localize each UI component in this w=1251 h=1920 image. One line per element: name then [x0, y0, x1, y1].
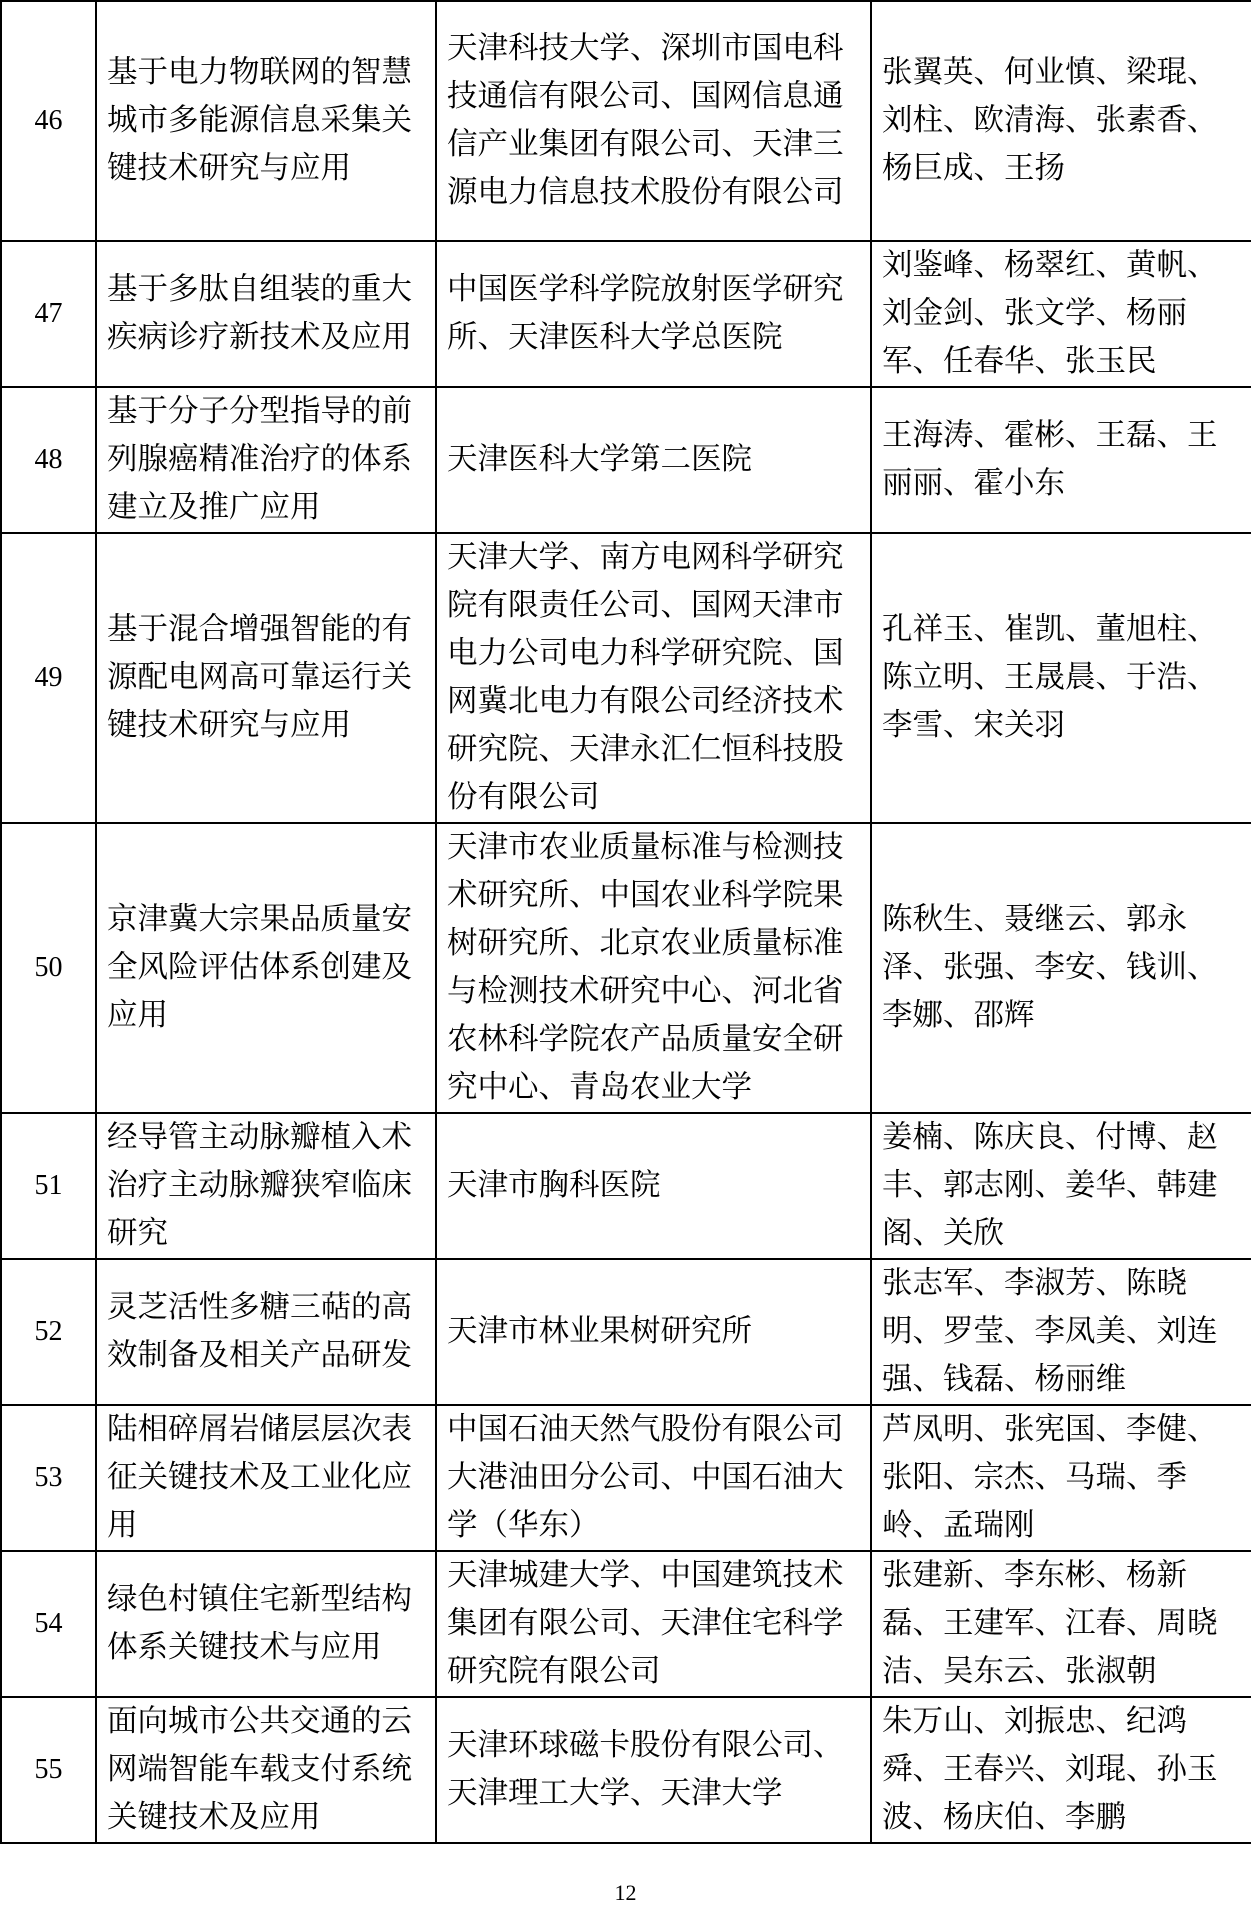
completing-people: 王海涛、霍彬、王磊、王丽丽、霍小东	[871, 387, 1251, 533]
project-name: 基于混合增强智能的有源配电网高可靠运行关键技术研究与应用	[96, 533, 436, 823]
project-name: 京津冀大宗果品质量安全风险评估体系创建及应用	[96, 823, 436, 1113]
completing-people: 陈秋生、聂继云、郭永泽、张强、李安、钱训、李娜、邵辉	[871, 823, 1251, 1113]
project-name: 基于分子分型指导的前列腺癌精准治疗的体系建立及推广应用	[96, 387, 436, 533]
project-name: 经导管主动脉瓣植入术治疗主动脉瓣狭窄临床研究	[96, 1113, 436, 1259]
completing-units: 天津市农业质量标准与检测技术研究所、中国农业科学院果树研究所、北京农业质量标准与检测技术研究中心、河北省农林科学院农产品质量安全研究中心、青岛农业大学	[436, 823, 871, 1113]
completing-people: 姜楠、陈庆良、付博、赵丰、郭志刚、姜华、韩建阁、关欣	[871, 1113, 1251, 1259]
page-number: 12	[614, 1880, 637, 1905]
completing-people: 张建新、李东彬、杨新磊、王建军、江春、周晓洁、吴东云、张淑朝	[871, 1551, 1251, 1697]
completing-units: 中国石油天然气股份有限公司大港油田分公司、中国石油大学（华东）	[436, 1405, 871, 1551]
row-number: 47	[1, 241, 96, 387]
completing-units: 天津市林业果树研究所	[436, 1259, 871, 1405]
row-number: 55	[1, 1697, 96, 1843]
table-row	[1, 533, 1251, 823]
project-name: 灵芝活性多糖三萜的高效制备及相关产品研发	[96, 1259, 436, 1405]
completing-units: 天津环球磁卡股份有限公司、天津理工大学、天津大学	[436, 1697, 871, 1843]
project-name: 陆相碎屑岩储层层次表征关键技术及工业化应用	[96, 1405, 436, 1551]
project-name: 基于电力物联网的智慧城市多能源信息采集关键技术研究与应用	[96, 1, 436, 241]
table-row	[1, 241, 1251, 387]
row-number: 54	[1, 1551, 96, 1697]
row-number: 50	[1, 823, 96, 1113]
completing-units: 天津科技大学、深圳市国电科技通信有限公司、国网信息通信产业集团有限公司、天津三源电力信息技术股份有限公司	[436, 1, 871, 241]
project-name: 基于多肽自组装的重大疾病诊疗新技术及应用	[96, 241, 436, 387]
table-row	[1, 1405, 1251, 1551]
completing-people: 张志军、李淑芳、陈晓明、罗莹、李凤美、刘连强、钱磊、杨丽维	[871, 1259, 1251, 1405]
table-row	[1, 1259, 1251, 1405]
row-number: 48	[1, 387, 96, 533]
row-number: 49	[1, 533, 96, 823]
table-row	[1, 1697, 1251, 1843]
project-name: 绿色村镇住宅新型结构体系关键技术与应用	[96, 1551, 436, 1697]
table-row	[1, 1113, 1251, 1259]
completing-units: 天津大学、南方电网科学研究院有限责任公司、国网天津市电力公司电力科学研究院、国网冀北电力有限公司经济技术研究院、天津永汇仁恒科技股份有限公司	[436, 533, 871, 823]
completing-units: 天津城建大学、中国建筑技术集团有限公司、天津住宅科学研究院有限公司	[436, 1551, 871, 1697]
table-row	[1, 1, 1251, 241]
project-name: 面向城市公共交通的云网端智能车载支付系统关键技术及应用	[96, 1697, 436, 1843]
table-row	[1, 1551, 1251, 1697]
table-row	[1, 387, 1251, 533]
completing-people: 芦凤明、张宪国、李健、张阳、宗杰、马瑞、季岭、孟瑞刚	[871, 1405, 1251, 1551]
row-number: 51	[1, 1113, 96, 1259]
row-number: 53	[1, 1405, 96, 1551]
completing-people: 刘鉴峰、杨翠红、黄帆、刘金剑、张文学、杨丽军、任春华、张玉民	[871, 241, 1251, 387]
completing-units: 天津市胸科医院	[436, 1113, 871, 1259]
completing-units: 中国医学科学院放射医学研究所、天津医科大学总医院	[436, 241, 871, 387]
table-row	[1, 823, 1251, 1113]
completing-people: 朱万山、刘振忠、纪鸿舜、王春兴、刘琨、孙玉波、杨庆伯、李鹏	[871, 1697, 1251, 1843]
completing-units: 天津医科大学第二医院	[436, 387, 871, 533]
completing-people: 孔祥玉、崔凯、董旭柱、陈立明、王晟晨、于浩、李雪、宋关羽	[871, 533, 1251, 823]
row-number: 52	[1, 1259, 96, 1405]
completing-people: 张翼英、何业慎、梁琨、刘柱、欧清海、张素香、杨巨成、王扬	[871, 1, 1251, 241]
row-number: 46	[1, 1, 96, 241]
